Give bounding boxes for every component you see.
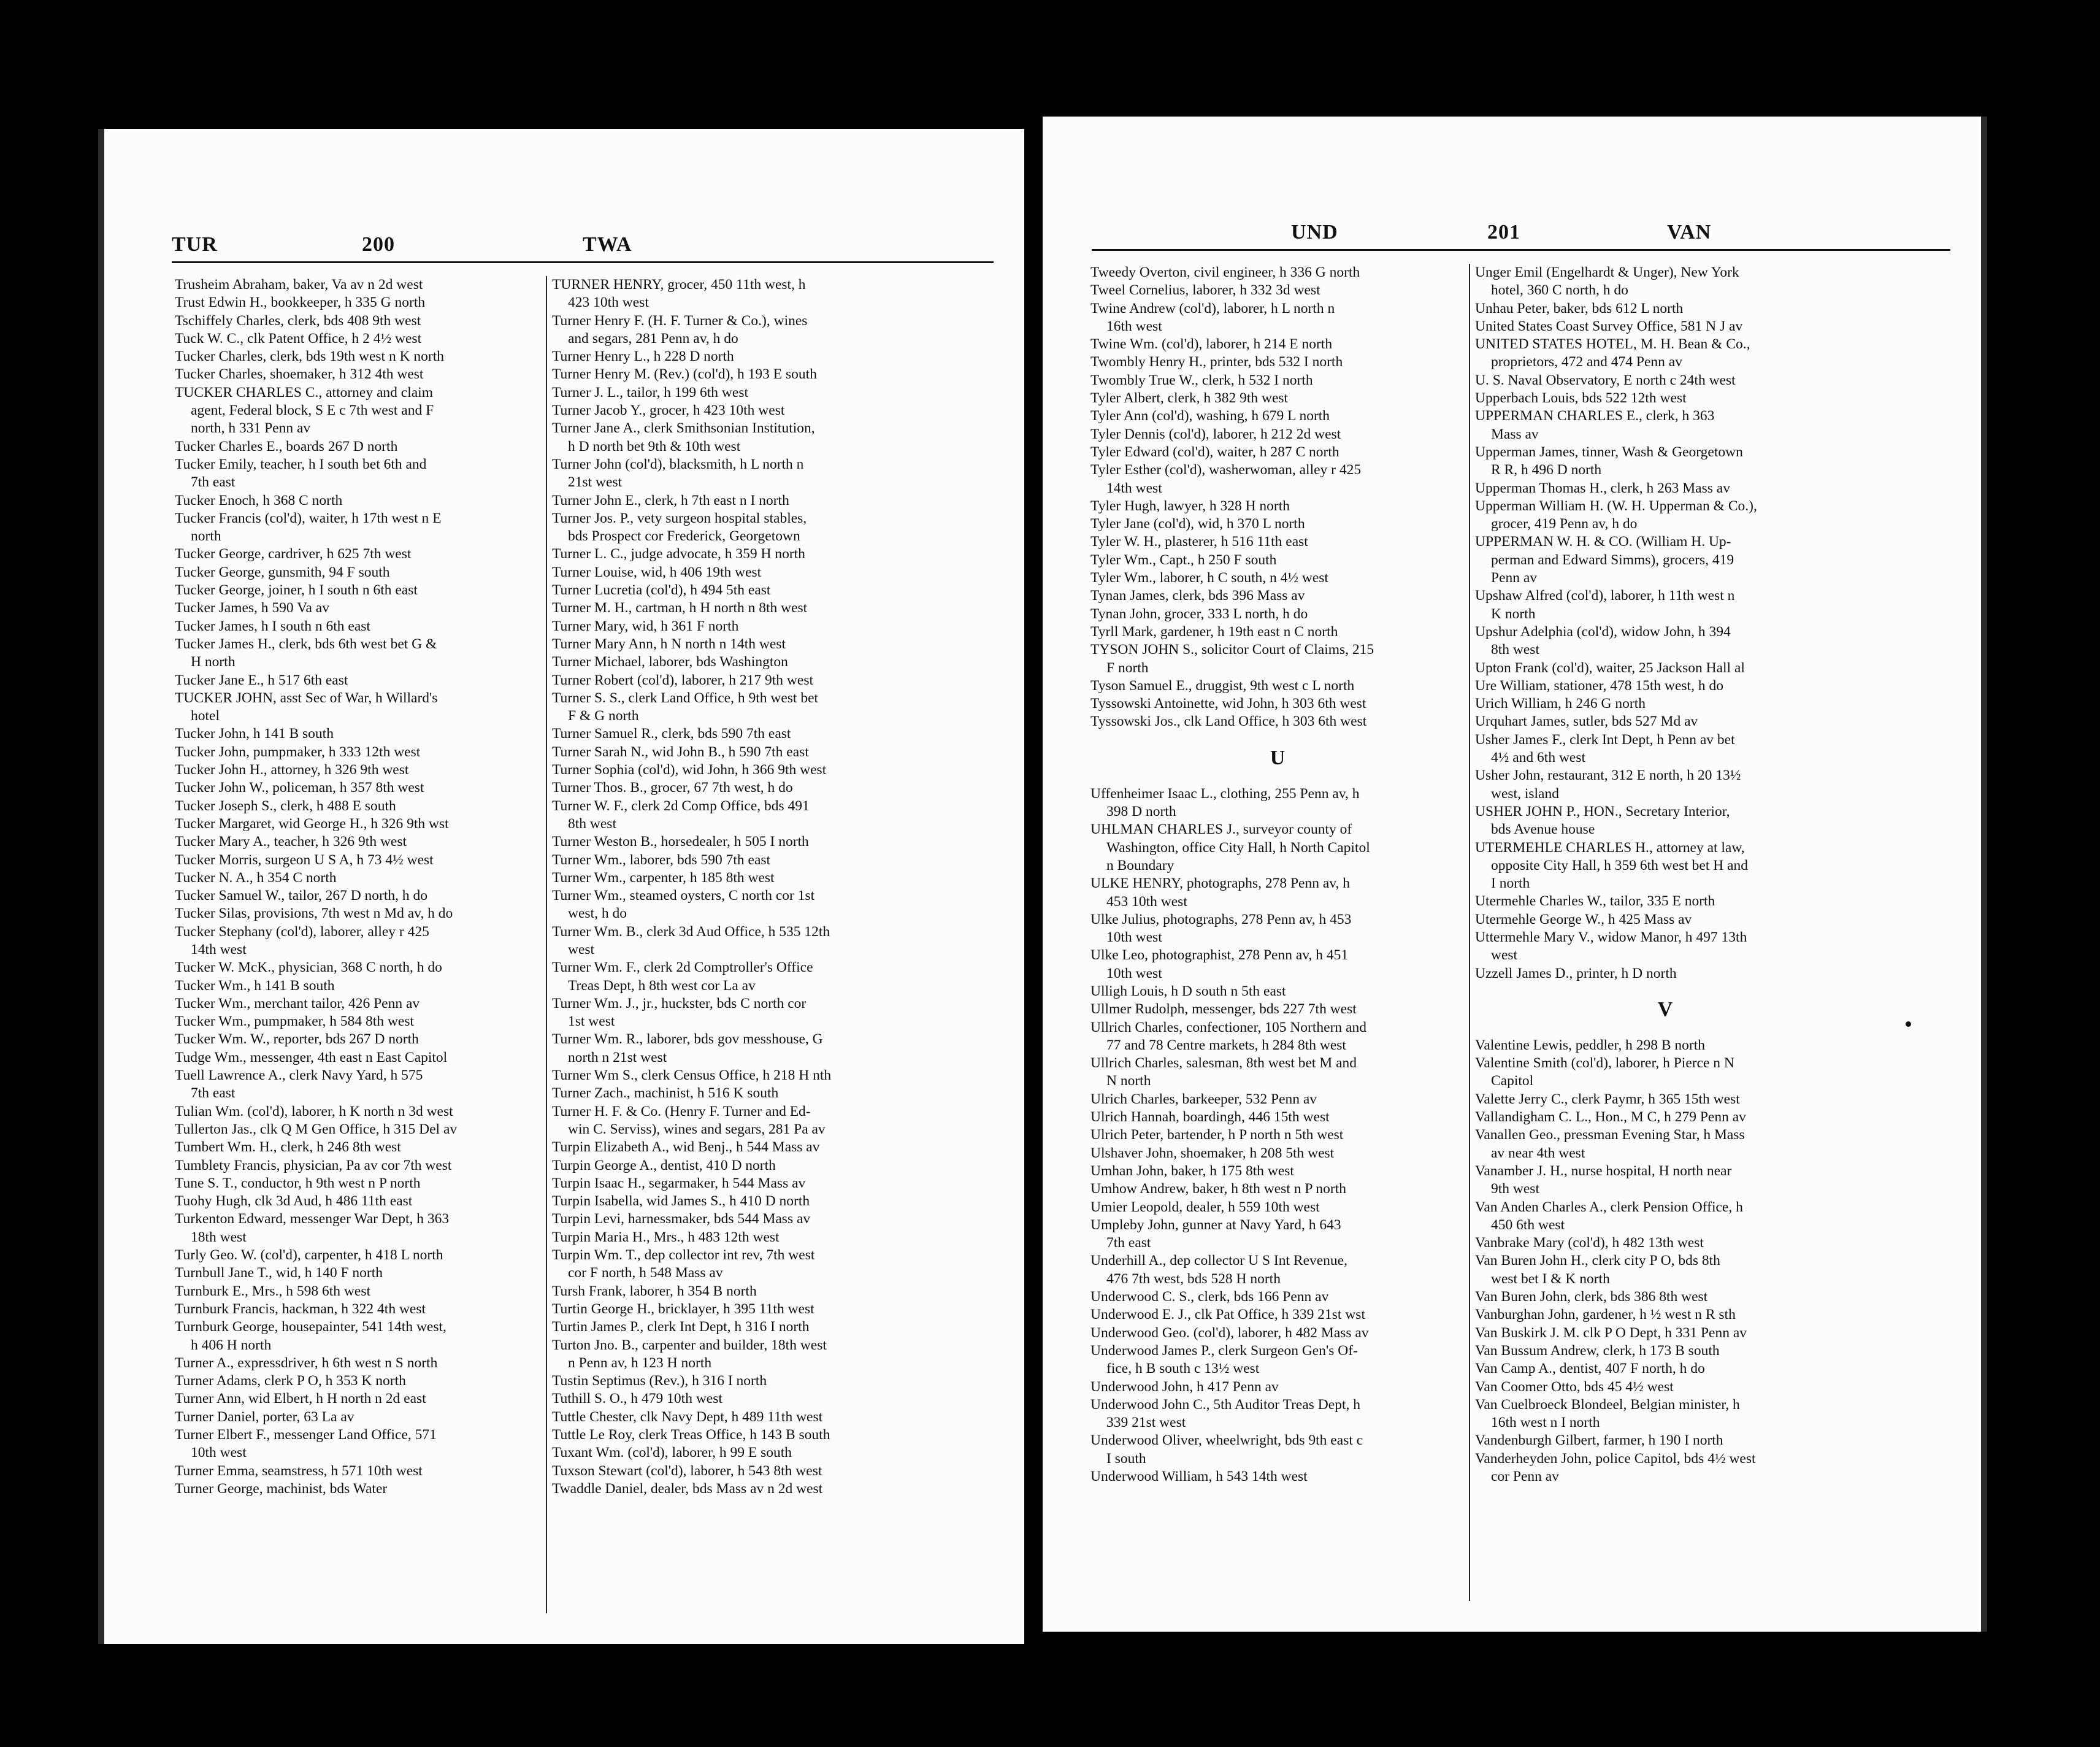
directory-entry-line: west, island (1491, 785, 1559, 802)
directory-entry-line: Ulshaver John, shoemaker, h 208 5th west (1090, 1145, 1335, 1161)
directory-entry-line: TYSON JOHN S., solicitor Court of Claims, 215 (1090, 642, 1374, 658)
directory-column-left (175, 276, 540, 1613)
directory-entry-line: north, h 331 Penn av (191, 420, 311, 437)
directory-entry-line: Turner Jos. P., vety surgeon hospital stables, (552, 510, 807, 526)
directory-entry-line: Tweedy Overton, civil engineer, h 336 G north (1090, 264, 1360, 280)
directory-entry-line: 21st west (568, 474, 623, 491)
directory-entry-line: Ullrich Charles, confectioner, 105 Northern and (1090, 1019, 1366, 1035)
directory-entry-line: Turner Wm. F., clerk 2d Comptroller's Office (552, 959, 813, 976)
directory-entry-line: Trusheim Abraham, baker, Va av n 2d west (175, 277, 423, 293)
directory-entry-line: 8th west (1491, 642, 1539, 658)
directory-entry-line: UTERMEHLE CHARLES H., attorney at law, (1475, 839, 1745, 856)
directory-entry-line: Van Cuelbroeck Blondeel, Belgian minister, h (1475, 1396, 1740, 1413)
directory-entry-line: 14th west (1106, 480, 1162, 496)
section-letter: V (1657, 997, 1673, 1021)
directory-entry-line: 339 21st west (1106, 1415, 1186, 1431)
directory-entry-line: Unhau Peter, baker, bds 612 L north (1475, 300, 1684, 317)
directory-entry-line: F & G north (568, 708, 639, 724)
directory-entry-line: U. S. Naval Observatory, E north c 24th west (1475, 372, 1736, 388)
directory-entry-line: Tucker Wm., h 141 B south (175, 977, 335, 994)
directory-entry-line: Turner John E., clerk, h 7th east n I north (552, 492, 789, 509)
directory-entry-line: N north (1106, 1073, 1151, 1089)
directory-entry-line: United States Coast Survey Office, 581 N J av (1475, 318, 1743, 334)
directory-entry-line: Turtin James P., clerk Int Dept, h 316 I north (552, 1319, 810, 1335)
directory-entry-line: Turner Wm., carpenter, h 185 8th west (552, 869, 775, 886)
directory-entry-line: Tynan John, grocer, 333 L north, h do (1090, 605, 1308, 622)
directory-entry-line: Turner Weston B., horsedealer, h 505 I north (552, 834, 809, 850)
directory-entry-line: Turnburk Francis, hackman, h 322 4th west (175, 1300, 426, 1317)
directory-entry-line: Vanamber J. H., nurse hospital, H north near (1475, 1162, 1732, 1179)
directory-entry-line: Turnbull Jane T., wid, h 140 F north (175, 1265, 383, 1281)
directory-entry-line: opposite City Hall, h 359 6th west bet H and (1491, 857, 1749, 874)
column-divider (1469, 264, 1470, 1601)
directory-entry-line: Underwood C. S., clerk, bds 166 Penn av (1090, 1289, 1329, 1305)
directory-entry-line: Urquhart James, sutler, bds 527 Md av (1475, 713, 1698, 730)
directory-entry-line: Umier Leopold, dealer, h 559 10th west (1090, 1199, 1320, 1215)
directory-entry-line: Tucker John, h 141 B south (175, 726, 334, 742)
directory-entry-line: bds Prospect cor Frederick, Georgetown (568, 528, 800, 545)
directory-entry-line: 16th west n I north (1491, 1415, 1600, 1431)
directory-entry-line: Turner Wm., laborer, bds 590 7th east (552, 851, 771, 868)
directory-entry-line: Tucker Mary A., teacher, h 326 9th west (175, 834, 407, 850)
directory-entry-line: win C. Serviss), wines and segars, 281 Pa av (568, 1121, 826, 1137)
section-letter: U (1270, 746, 1286, 769)
directory-entry-line: Turner Sophia (col'd), wid John, h 366 9th west (552, 762, 827, 778)
directory-entry-line: Tyler Esther (col'd), washerwoman, alley r 425 (1090, 462, 1362, 478)
directory-entry-line: Van Anden Charles A., clerk Pension Office, h (1475, 1199, 1743, 1215)
directory-entry-line: F north (1106, 659, 1149, 676)
directory-entry-line: Turpin George A., dentist, 410 D north (552, 1157, 776, 1173)
directory-entry-line: 18th west (191, 1229, 247, 1245)
ink-speck (1906, 1021, 1911, 1027)
directory-entry-line: Turpin Maria H., Mrs., h 483 12th west (552, 1229, 780, 1245)
directory-entry-line: Underwood John, h 417 Penn av (1090, 1378, 1279, 1395)
directory-entry-line: USHER JOHN P., HON., Secretary Interior, (1475, 803, 1730, 820)
directory-entry-line: Tyssowski Antoinette, wid John, h 303 6th west (1090, 696, 1366, 712)
directory-entry-line: 7th east (1106, 1235, 1151, 1251)
directory-entry-line: Turner Wm. J., jr., huckster, bds C north cor (552, 995, 807, 1012)
directory-entry-line: Tucker James H., clerk, bds 6th west bet G & (175, 635, 437, 652)
directory-entry-line: Tucker Charles, shoemaker, h 312 4th west (175, 366, 424, 383)
directory-entry-line: Turner Henry L., h 228 D north (552, 348, 734, 365)
directory-entry-line: 4½ and 6th west (1491, 750, 1586, 766)
directory-entry-line: Tucker Samuel W., tailor, 267 D north, h do (175, 888, 428, 904)
right-page (1043, 117, 1987, 1632)
directory-entry-line: Tuttle Chester, clk Navy Dept, h 489 11th west (552, 1408, 823, 1425)
directory-entry-line: UPPERMAN W. H. & CO. (William H. Up- (1475, 534, 1731, 550)
directory-entry-line: Underwood John C., 5th Auditor Treas Dept, h (1090, 1396, 1360, 1413)
directory-entry-line: hotel (191, 708, 220, 724)
directory-entry-line: Turner Wm. B., clerk 3d Aud Office, h 535 12th (552, 923, 830, 940)
header-rule (172, 261, 994, 263)
directory-entry-line: K north (1491, 605, 1536, 622)
page-number: 201 (1487, 221, 1520, 244)
directory-entry-line: Ulligh Louis, h D south n 5th east (1090, 983, 1286, 999)
directory-entry-line: Tullerton Jas., clk Q M Gen Office, h 315 Del av (175, 1121, 458, 1137)
directory-entry-line: Ulrich Peter, bartender, h P north n 5th west (1090, 1127, 1344, 1143)
directory-entry-line: Utermehle George W., h 425 Mass av (1475, 911, 1692, 927)
directory-entry-line: h 406 H north (191, 1337, 272, 1353)
directory-entry-line: Turpin Levi, harnessmaker, bds 544 Mass av (552, 1211, 811, 1227)
directory-entry-line: Valentine Smith (col'd), laborer, h Pierce n N (1475, 1055, 1734, 1072)
directory-entry-line: Tucker Emily, teacher, h I south bet 6th and (175, 456, 427, 472)
header-right-word: TWA (583, 233, 632, 256)
directory-entry-line: west (568, 941, 595, 958)
directory-entry-line: Turner Wm., steamed oysters, C north cor 1st (552, 888, 815, 904)
directory-entry-line: Tuthill S. O., h 479 10th west (552, 1391, 722, 1407)
directory-entry-line: Vandenburgh Gilbert, farmer, h 190 I north (1475, 1432, 1723, 1449)
directory-entry-line: 77 and 78 Centre markets, h 284 8th west (1106, 1037, 1346, 1053)
directory-entry-line: Tune S. T., conductor, h 9th west n P north (175, 1175, 421, 1191)
directory-entry-line: Tulian Wm. (col'd), laborer, h K north n 3d west (175, 1103, 453, 1119)
directory-entry-line: Underhill A., dep collector U S Int Revenue, (1090, 1253, 1347, 1269)
directory-column-right (552, 276, 926, 1613)
directory-entry-line: hotel, 360 C north, h do (1491, 282, 1628, 299)
directory-entry-line: Tucker Jane E., h 517 6th east (175, 672, 348, 688)
directory-entry-line: Turner Henry F. (H. F. Turner & Co.), wines (552, 312, 808, 329)
directory-entry-line: Van Buren John H., clerk city P O, bds 8th (1475, 1253, 1720, 1269)
directory-entry-line: Tucker Joseph S., clerk, h 488 E south (175, 797, 396, 814)
directory-entry-line: Ulke Julius, photographs, 278 Penn av, h 453 (1090, 911, 1352, 927)
directory-entry-line: Tuohy Hugh, clk 3d Aud, h 486 11th east (175, 1193, 413, 1210)
directory-entry-line: Ure William, stationer, 478 15th west, h do (1475, 677, 1723, 694)
directory-entry-line: Uttermehle Mary V., widow Manor, h 497 13th (1475, 929, 1747, 945)
directory-entry-line: Turner J. L., tailor, h 199 6th west (552, 384, 748, 401)
directory-entry-line: Tumbert Wm. H., clerk, h 246 8th west (175, 1139, 401, 1156)
directory-entry-line: Turkenton Edward, messenger War Dept, h 363 (175, 1211, 450, 1227)
directory-entry-line: Tucker Morris, surgeon U S A, h 73 4½ west (175, 851, 434, 868)
directory-entry-line: Tyler W. H., plasterer, h 516 11th east (1090, 534, 1308, 550)
directory-entry-line: UHLMAN CHARLES J., surveyor county of (1090, 821, 1352, 838)
directory-entry-line: Utermehle Charles W., tailor, 335 E north (1475, 893, 1715, 910)
directory-entry-line: Tuell Lawrence A., clerk Navy Yard, h 575 (175, 1067, 423, 1084)
directory-entry-line: Tuxson Stewart (col'd), laborer, h 543 8th west (552, 1462, 822, 1479)
header-rule (1092, 249, 1950, 251)
directory-entry-line: Tucker Margaret, wid George H., h 326 9th wst (175, 815, 449, 832)
directory-entry-line: 10th west (1106, 929, 1162, 946)
directory-entry-line: Ulrich Hannah, boardingh, 446 15th west (1090, 1109, 1330, 1126)
directory-entry-line: Uzzell James D., printer, h D north (1475, 965, 1677, 981)
directory-entry-line: Tuttle Le Roy, clerk Treas Office, h 143 B south (552, 1427, 830, 1443)
directory-entry-line: bds Avenue house (1491, 821, 1595, 838)
directory-entry-line: Tucker Charles E., boards 267 D north (175, 438, 398, 455)
directory-entry-line: cor F north, h 548 Mass av (568, 1265, 723, 1281)
directory-entry-line: Umpleby John, gunner at Navy Yard, h 643 (1090, 1216, 1341, 1233)
directory-entry-line: Tustin Septimus (Rev.), h 316 I north (552, 1373, 767, 1389)
directory-entry-line: Tyler Ann (col'd), washing, h 679 L north (1090, 408, 1330, 424)
directory-entry-line: 10th west (1106, 965, 1162, 981)
directory-entry-line: Turner Mary Ann, h N north n 14th west (552, 635, 786, 652)
directory-entry-line: Turner Michael, laborer, bds Washington (552, 654, 788, 670)
directory-entry-line: Turpin Isaac H., segarmaker, h 544 Mass av (552, 1175, 806, 1191)
directory-entry-line: av near 4th west (1491, 1145, 1585, 1161)
directory-entry-line: Tynan James, clerk, bds 396 Mass av (1090, 588, 1305, 604)
directory-entry-line: UPPERMAN CHARLES E., clerk, h 363 (1475, 408, 1715, 424)
directory-entry-line: Turtin George H., bricklayer, h 395 11th west (552, 1300, 814, 1317)
directory-entry-line: Tucker James, h 590 Va av (175, 600, 329, 616)
directory-entry-line: north (191, 528, 221, 545)
directory-entry-line: Tucker John, pumpmaker, h 333 12th west (175, 743, 421, 760)
directory-entry-line: Tuck W. C., clk Patent Office, h 2 4½ west (175, 330, 422, 347)
directory-entry-line: Turner S. S., clerk Land Office, h 9th west bet (552, 689, 819, 706)
directory-entry-line: H north (191, 654, 236, 670)
directory-entry-line: Tyler Wm., Capt., h 250 F south (1090, 551, 1277, 568)
directory-entry-line: 8th west (568, 815, 616, 832)
directory-entry-line: Turner L. C., judge advocate, h 359 H north (552, 546, 805, 562)
directory-entry-line: Tucker Wm., pumpmaker, h 584 8th west (175, 1013, 415, 1030)
directory-entry-line: Upperman William H. (W. H. Upperman & Co.), (1475, 497, 1757, 514)
directory-entry-line: Tucker W. McK., physician, 368 C north, h do (175, 959, 442, 976)
directory-entry-line: Tyssowski Jos., clk Land Office, h 303 6th west (1090, 713, 1367, 730)
directory-entry-line: Turpin Elizabeth A., wid Benj., h 544 Mass av (552, 1139, 820, 1156)
directory-entry-line: agent, Federal block, S E c 7th west and F (191, 402, 434, 419)
directory-entry-line: Twine Andrew (col'd), laborer, h L north n (1090, 300, 1335, 317)
directory-entry-line: Tucker James, h I south n 6th east (175, 618, 370, 634)
directory-entry-line: TUCKER CHARLES C., attorney and claim (175, 384, 433, 401)
directory-entry-line: Tyler Jane (col'd), wid, h 370 L north (1090, 516, 1305, 532)
directory-entry-line: Tucker N. A., h 354 C north (175, 869, 337, 886)
directory-entry-line: Tursh Frank, laborer, h 354 B north (552, 1283, 757, 1299)
directory-entry-line: Turner Samuel R., clerk, bds 590 7th east (552, 726, 791, 742)
directory-entry-line: UNITED STATES HOTEL, M. H. Bean & Co., (1475, 336, 1750, 353)
directory-entry-line: Turner Henry M. (Rev.) (col'd), h 193 E south (552, 366, 817, 383)
directory-entry-line: Treas Dept, h 8th west cor La av (568, 977, 756, 994)
directory-entry-line: grocer, 419 Penn av, h do (1491, 516, 1638, 532)
directory-entry-line: 7th east (191, 474, 236, 491)
directory-entry-line: Tucker John W., policeman, h 357 8th west (175, 780, 424, 796)
directory-entry-line: Turner Wm S., clerk Census Office, h 218 H nth (552, 1067, 832, 1084)
header-left-word: TUR (172, 233, 218, 256)
directory-entry-line: Turner M. H., cartman, h H north n 8th west (552, 600, 808, 616)
directory-entry-line: west bet I & K north (1491, 1270, 1610, 1287)
directory-entry-line: Turner Sarah N., wid John B., h 590 7th east (552, 743, 809, 760)
header-left-word: UND (1291, 221, 1338, 244)
left-page (98, 129, 1024, 1644)
directory-entry-line: Twombly True W., clerk, h 532 I north (1090, 372, 1313, 388)
directory-entry-line: cor Penn av (1491, 1469, 1559, 1484)
directory-entry-line: Tucker George, joiner, h I south n 6th east (175, 582, 418, 599)
directory-entry-line: Umhan John, baker, h 175 8th west (1090, 1162, 1294, 1179)
directory-entry-line: Tucker George, cardriver, h 625 7th west (175, 546, 412, 562)
directory-entry-line: Underwood E. J., clk Pat Office, h 339 21st wst (1090, 1307, 1365, 1323)
directory-entry-line: Capitol (1491, 1073, 1534, 1089)
directory-entry-line: Vanderheyden John, police Capitol, bds 4½ west (1475, 1450, 1756, 1467)
directory-column-left (1090, 264, 1465, 1601)
directory-entry-line: Valette Jerry C., clerk Paymr, h 365 15th west (1475, 1091, 1740, 1107)
directory-entry-line: 14th west (191, 941, 247, 958)
directory-entry-line: Underwood William, h 543 14th west (1090, 1469, 1308, 1484)
directory-entry-line: Tumblety Francis, physician, Pa av cor 7th west (175, 1157, 452, 1173)
directory-entry-line: Twaddle Daniel, dealer, bds Mass av n 2d west (552, 1480, 823, 1497)
directory-entry-line: Vanallen Geo., pressman Evening Star, h Mass (1475, 1127, 1745, 1143)
directory-entry-line: Tucker Wm. W., reporter, bds 267 D north (175, 1031, 419, 1048)
directory-entry-line: n Boundary (1106, 857, 1175, 874)
directory-entry-line: Van Buren John, clerk, bds 386 8th west (1475, 1289, 1708, 1305)
directory-entry-line: Tweel Cornelius, laborer, h 332 3d west (1090, 282, 1320, 299)
directory-entry-line: Valentine Lewis, peddler, h 298 B north (1475, 1037, 1705, 1053)
directory-entry-line: Washington, office City Hall, h North Capitol (1106, 839, 1370, 856)
directory-entry-line: Tyler Hugh, lawyer, h 328 H north (1090, 497, 1290, 514)
directory-entry-line: 476 7th west, bds 528 H north (1106, 1270, 1281, 1287)
directory-entry-line: Turner Elbert F., messenger Land Office, 571 (175, 1427, 437, 1443)
directory-entry-line: Upperman Thomas H., clerk, h 263 Mass av (1475, 480, 1730, 496)
directory-entry-line: I south (1106, 1450, 1146, 1467)
directory-entry-line: Underwood Geo. (col'd), laborer, h 482 Mass av (1090, 1324, 1369, 1341)
directory-entry-line: Tyler Dennis (col'd), laborer, h 212 2d west (1090, 426, 1341, 442)
directory-entry-line: Usher John, restaurant, 312 E north, h 20 13½ (1475, 767, 1741, 784)
directory-entry-line: 1st west (568, 1013, 615, 1030)
directory-entry-line: Tucker Silas, provisions, 7th west n Md av, h do (175, 905, 453, 922)
page-header (172, 233, 994, 264)
directory-entry-line: 9th west (1491, 1181, 1539, 1197)
directory-entry-line: Tschiffely Charles, clerk, bds 408 9th west (175, 312, 421, 329)
directory-entry-line: Turner Ann, wid Elbert, h H north n 2d east (175, 1391, 426, 1407)
directory-entry-line: Tucker George, gunsmith, 94 F south (175, 564, 390, 580)
directory-entry-line: Upperman James, tinner, Wash & Georgetown (1475, 443, 1743, 460)
column-divider (546, 276, 547, 1613)
directory-entry-line: fice, h B south c 13½ west (1106, 1361, 1260, 1377)
directory-entry-line: west, h do (568, 905, 627, 922)
directory-entry-line: Turton Jno. B., carpenter and builder, 18th west (552, 1337, 827, 1353)
directory-entry-line: 7th east (191, 1085, 236, 1102)
directory-entry-line: R R, h 496 D north (1491, 462, 1602, 478)
page-number: 200 (362, 233, 395, 256)
directory-entry-line: Ullmer Rudolph, messenger, bds 227 7th west (1090, 1001, 1357, 1018)
directory-entry-line: TURNER HENRY, grocer, 450 11th west, h (552, 277, 806, 293)
directory-entry-line: Upshur Adelphia (col'd), widow John, h 394 (1475, 623, 1731, 640)
directory-entry-line: Turner A., expressdriver, h 6th west n S north (175, 1354, 438, 1371)
directory-entry-line: Turner George, machinist, bds Water (175, 1480, 388, 1497)
directory-entry-line: Tucker Francis (col'd), waiter, h 17th west n E (175, 510, 442, 526)
directory-entry-line: Turner John (col'd), blacksmith, h L north n (552, 456, 804, 472)
directory-entry-line: Underwood James P., clerk Surgeon Gen's Of- (1090, 1342, 1358, 1359)
directory-entry-line: Turpin Isabella, wid James S., h 410 D north (552, 1193, 810, 1210)
directory-entry-line: Unger Emil (Engelhardt & Unger), New York (1475, 264, 1739, 280)
directory-entry-line: Upton Frank (col'd), waiter, 25 Jackson Hall al (1475, 659, 1745, 676)
directory-entry-line: Turner Daniel, porter, 63 La av (175, 1408, 354, 1425)
directory-entry-line: Vallandigham C. L., Hon., M C, h 279 Penn av (1475, 1109, 1746, 1126)
header-right-word: VAN (1667, 221, 1712, 244)
directory-entry-line: ULKE HENRY, photographs, 278 Penn av, h (1090, 875, 1350, 892)
directory-entry-line: Tyler Albert, clerk, h 382 9th west (1090, 390, 1289, 407)
directory-entry-line: 16th west (1106, 318, 1162, 334)
directory-entry-line: Van Buskirk J. M. clk P O Dept, h 331 Penn av (1475, 1324, 1747, 1341)
directory-entry-line: Turnburk E., Mrs., h 598 6th west (175, 1283, 371, 1299)
directory-entry-line: Tyler Wm., laborer, h C south, n 4½ west (1090, 570, 1328, 586)
directory-entry-line: 450 6th west (1491, 1216, 1565, 1233)
directory-entry-line: Turner Emma, seamstress, h 571 10th west (175, 1462, 423, 1479)
directory-entry-line: Turpin Wm. T., dep collector int rev, 7th west (552, 1247, 815, 1264)
directory-entry-line: Mass av (1491, 426, 1539, 442)
directory-entry-line: Turner Thos. B., grocer, 67 7th west, h do (552, 780, 793, 796)
directory-entry-line: Turnburk George, housepainter, 541 14th west, (175, 1319, 446, 1335)
directory-entry-line: Underwood Oliver, wheelwright, bds 9th east c (1090, 1432, 1363, 1449)
directory-entry-line: Turner Zach., machinist, h 516 K south (552, 1085, 779, 1102)
directory-entry-line: Ullrich Charles, salesman, 8th west bet M and (1090, 1055, 1357, 1072)
directory-entry-line: Urich William, h 246 G north (1475, 696, 1646, 712)
directory-entry-line: north n 21st west (568, 1049, 667, 1065)
directory-entry-line: Turner W. F., clerk 2d Comp Office, bds 491 (552, 797, 810, 814)
directory-column-right (1475, 264, 1855, 1601)
directory-entry-line: Turner Jane A., clerk Smithsonian Institution, (552, 420, 815, 437)
directory-entry-line: Tuxant Wm. (col'd), laborer, h 99 E south (552, 1445, 792, 1461)
directory-entry-line: Van Bussum Andrew, clerk, h 173 B south (1475, 1342, 1720, 1359)
directory-entry-line: Tucker Wm., merchant tailor, 426 Penn av (175, 995, 420, 1012)
directory-entry-line: Twine Wm. (col'd), laborer, h 214 E north (1090, 336, 1333, 353)
directory-entry-line: 398 D north (1106, 804, 1176, 820)
directory-entry-line: Turner Robert (col'd), laborer, h 217 9th west (552, 672, 813, 688)
directory-entry-line: Tudge Wm., messenger, 4th east n East Capitol (175, 1049, 448, 1065)
directory-entry-line: Upshaw Alfred (col'd), laborer, h 11th west n (1475, 588, 1735, 604)
directory-entry-line: Van Coomer Otto, bds 45 4½ west (1475, 1378, 1674, 1395)
directory-entry-line: Van Camp A., dentist, 407 F north, h do (1475, 1361, 1705, 1377)
directory-entry-line: I north (1491, 875, 1530, 892)
directory-entry-line: TUCKER JOHN, asst Sec of War, h Willard's (175, 689, 438, 706)
directory-entry-line: Turner Lucretia (col'd), h 494 5th east (552, 582, 771, 599)
directory-entry-line: Penn av (1491, 570, 1538, 586)
directory-entry-line: Ulrich Charles, barkeeper, 532 Penn av (1090, 1091, 1317, 1107)
directory-entry-line: 423 10th west (568, 294, 649, 311)
directory-entry-line: Umhow Andrew, baker, h 8th west n P north (1090, 1181, 1346, 1197)
directory-entry-line: Upperbach Louis, bds 522 12th west (1475, 390, 1687, 407)
directory-entry-line: Turner Mary, wid, h 361 F north (552, 618, 739, 634)
directory-entry-line: 10th west (191, 1445, 247, 1461)
directory-entry-line: Turner Wm. R., laborer, bds gov messhouse, G (552, 1031, 823, 1048)
directory-entry-line: Trust Edwin H., bookkeeper, h 335 G north (175, 294, 426, 311)
directory-entry-line: and segars, 281 Penn av, h do (568, 330, 738, 347)
directory-entry-line: Usher James F., clerk Int Dept, h Penn av bet (1475, 731, 1735, 748)
directory-entry-line: Turly Geo. W. (col'd), carpenter, h 418 L north (175, 1247, 443, 1264)
directory-entry-line: Turner Jacob Y., grocer, h 423 10th west (552, 402, 785, 419)
directory-entry-line: perman and Edward Simms), grocers, 419 (1491, 551, 1734, 568)
directory-entry-line: h D north bet 9th & 10th west (568, 438, 741, 455)
directory-entry-line: proprietors, 472 and 474 Penn av (1491, 354, 1682, 371)
directory-entry-line: Uffenheimer Isaac L., clothing, 255 Penn av, h (1090, 785, 1360, 802)
directory-entry-line: Turner Louise, wid, h 406 19th west (552, 564, 762, 580)
directory-entry-line: 453 10th west (1106, 893, 1187, 910)
directory-entry-line: Ulke Leo, photographist, 278 Penn av, h 451 (1090, 947, 1349, 964)
directory-entry-line: Tucker Stephany (col'd), laborer, alley r 425 (175, 923, 429, 940)
directory-entry-line: Vanburghan John, gardener, h ½ west n R sth (1475, 1307, 1736, 1323)
directory-entry-line: Tucker John H., attorney, h 326 9th west (175, 762, 409, 778)
page-header (1092, 221, 1950, 251)
directory-entry-line: n Penn av, h 123 H north (568, 1354, 712, 1371)
directory-entry-line: Tyler Edward (col'd), waiter, h 287 C north (1090, 443, 1339, 460)
directory-entry-line: west (1491, 947, 1518, 964)
directory-entry-line: Tucker Enoch, h 368 C north (175, 492, 343, 509)
directory-entry-line: Tyson Samuel E., druggist, 9th west c L north (1090, 677, 1355, 694)
directory-entry-line: Twombly Henry H., printer, bds 532 I north (1090, 354, 1343, 371)
directory-entry-line: Turner H. F. & Co. (Henry F. Turner and Ed- (552, 1103, 811, 1119)
directory-entry-line: Tucker Charles, clerk, bds 19th west n K north (175, 348, 445, 365)
directory-entry-line: Turner Adams, clerk P O, h 353 K north (175, 1373, 406, 1389)
directory-entry-line: Vanbrake Mary (col'd), h 482 13th west (1475, 1235, 1704, 1251)
directory-entry-line: Tyrll Mark, gardener, h 19th east n C north (1090, 623, 1338, 640)
